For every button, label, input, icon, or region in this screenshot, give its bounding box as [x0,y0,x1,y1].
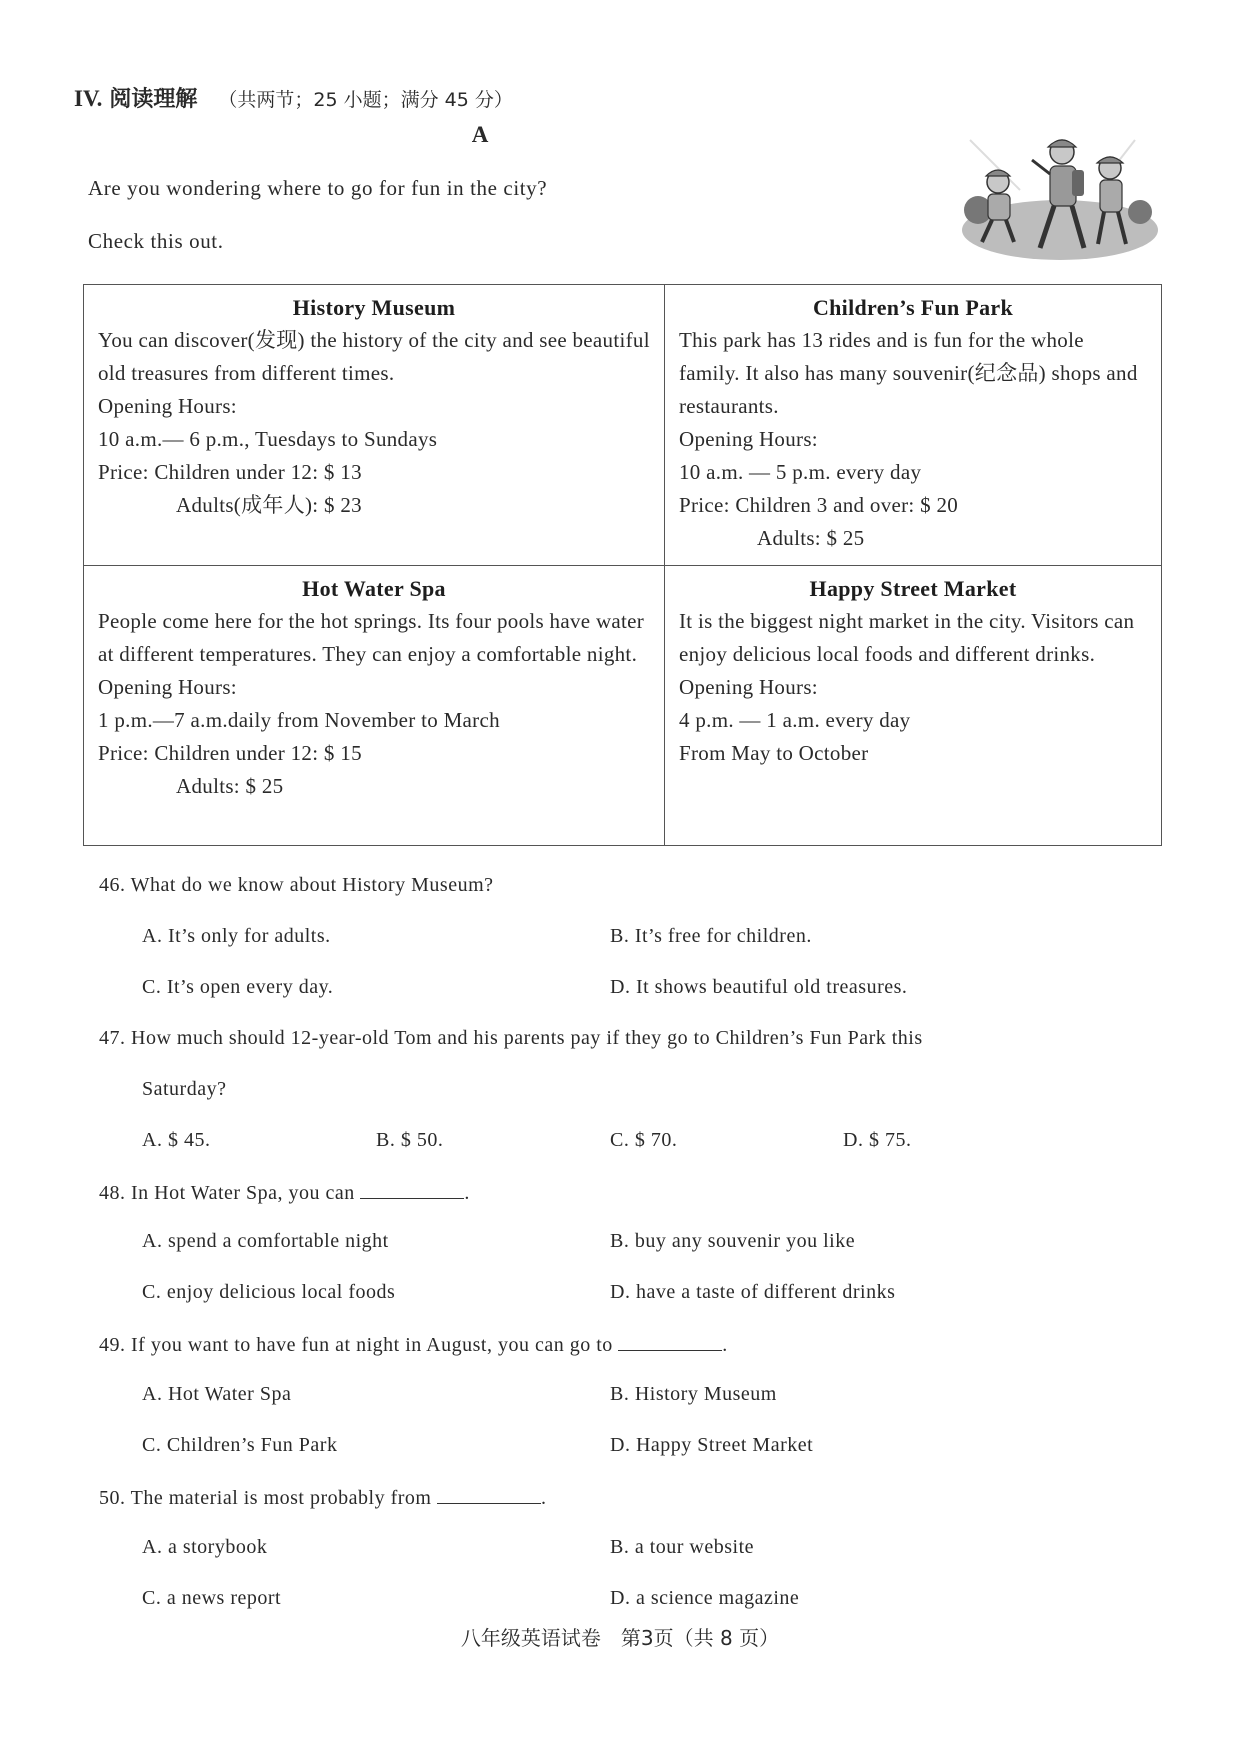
card-title: History Museum [292,295,456,320]
hours-value: 4 p.m. — 1 a.m. every day [679,708,911,732]
card-hot-water-spa [84,566,665,846]
question-50-text: 50. The material is most probably from [99,1487,432,1509]
question-49 [99,1332,728,1357]
price-children: Price: Children 3 and over: $ 20 [679,493,959,517]
q48-option-a: A. spend a comfortable night [142,1230,389,1252]
price-children: Price: Children under 12: $ 13 [98,460,362,484]
question-50 [99,1485,546,1510]
passage-intro-2: Check this out. [88,229,224,253]
q46-option-c: C. It’s open every day. [142,976,334,998]
question-47-cont: Saturday? [142,1078,227,1100]
hours-label: Opening Hours: [679,427,818,451]
card-description: People come here for the hot springs. Its four pools have water at different temperatures. They can enjoy a comfortable night. [98,609,645,666]
q47-option-d: D. $ 75. [843,1129,912,1151]
card-description: It is the biggest night market in the city. Visitors can enjoy delicious local foods and different drinks. [679,609,1135,666]
q48-option-d: D. have a taste of different drinks [610,1281,896,1303]
q46-option-d: D. It shows beautiful old treasures. [610,976,908,998]
question-49-end: . [722,1334,728,1356]
card-happy-street-market [665,566,1162,846]
hours-label: Opening Hours: [98,394,237,418]
q50-option-d: D. a science magazine [610,1587,800,1609]
question-50-end: . [540,1487,547,1509]
q46-option-b: B. It’s free for children. [610,925,812,947]
section-number: IV. [74,86,103,111]
answer-blank [437,1485,541,1504]
section-title: 阅读理解 [109,87,198,112]
hours-value: 1 p.m.—7 a.m.daily from November to March [98,708,500,732]
q48-option-c: C. enjoy delicious local foods [142,1281,396,1303]
price-children: Price: Children under 12: $ 15 [98,741,362,765]
hiking-children-illustration [950,130,1158,264]
section-heading [74,82,513,113]
section-note: （共两节；25 小题；满分 45 分） [218,89,513,111]
q49-option-d: D. Happy Street Market [610,1434,814,1456]
card-childrens-fun-park [665,285,1162,566]
q46-option-a: A. It’s only for adults. [142,925,331,947]
price-adults: Adults: $ 25 [757,526,865,550]
card-title: Hot Water Spa [302,576,446,601]
hours-label: Opening Hours: [679,675,818,699]
q50-option-c: C. a news report [142,1587,282,1609]
card-description: This park has 13 rides and is fun for the whole family. It also has many souvenir(纪念品) shops and restaurants. [679,328,1138,418]
answer-blank [360,1180,464,1199]
page-footer: 八年级英语试卷 第3页（共 8 页） [460,1626,780,1650]
card-history-museum [84,285,665,566]
q47-option-a: A. $ 45. [142,1129,211,1151]
question-46: 46. What do we know about History Museum? [99,874,494,896]
hours-label: Opening Hours: [98,675,237,699]
answer-blank [618,1332,722,1351]
card-description: You can discover(发现) the history of the city and see beautiful old treasures from different times. [98,328,650,385]
q49-option-c: C. Children’s Fun Park [142,1434,338,1456]
q49-option-b: B. History Museum [610,1383,777,1405]
question-49-text: 49. If you want to have fun at night in August, you can go to [99,1334,613,1356]
question-48 [99,1180,470,1205]
open-months: From May to October [679,741,869,765]
q50-option-b: B. a tour website [610,1536,755,1558]
question-48-end: . [464,1182,470,1204]
q47-option-b: B. $ 50. [376,1129,444,1151]
hours-value: 10 a.m.— 6 p.m., Tuesdays to Sundays [98,427,438,451]
q49-option-a: A. Hot Water Spa [142,1383,292,1405]
q50-option-a: A. a storybook [142,1536,268,1558]
passage-intro-1: Are you wondering where to go for fun in the city? [88,176,548,200]
attractions-table [83,284,1162,846]
question-48-text: 48. In Hot Water Spa, you can [99,1182,355,1204]
card-title: Children’s Fun Park [812,295,1014,320]
q48-option-b: B. buy any souvenir you like [610,1230,856,1252]
question-47: 47. How much should 12-year-old Tom and his parents pay if they go to Children’s Fun Park this [99,1027,923,1049]
q47-option-c: C. $ 70. [610,1129,678,1151]
passage-letter: A [471,122,489,147]
price-adults: Adults(成年人): $ 23 [176,493,362,517]
price-adults: Adults: $ 25 [176,774,284,798]
hours-value: 10 a.m. — 5 p.m. every day [679,460,922,484]
card-title: Happy Street Market [809,576,1017,601]
